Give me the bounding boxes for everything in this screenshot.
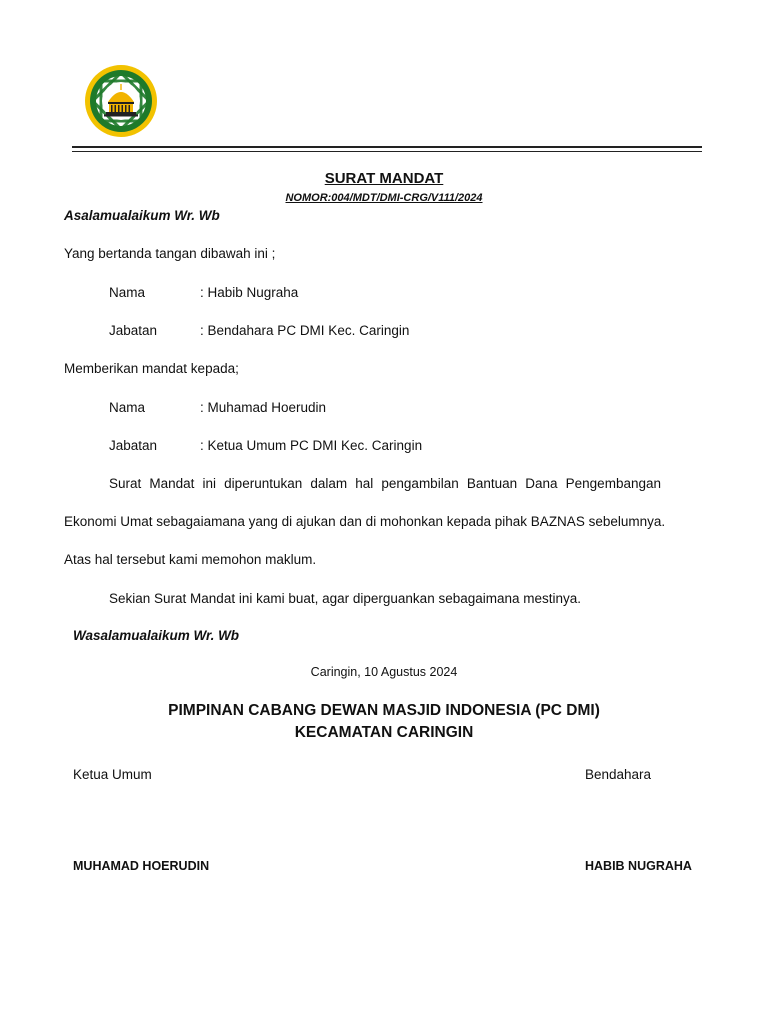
closing-greeting: Wasalamualaikum Wr. Wb [73, 628, 240, 643]
signatory-position-label: Jabatan [109, 323, 158, 338]
purpose-line-1: Surat Mandat ini diperuntukan dalam hal pengambilan Bantuan Dana Pengembangan [109, 476, 661, 491]
recipient-name-label: Nama [109, 400, 146, 415]
intro-text: Yang bertanda tangan dibawah ini ; [64, 246, 276, 261]
organization-name: PIMPINAN CABANG DEWAN MASJID INDONESIA (PC DMI) [168, 702, 600, 719]
place-date: Caringin, 10 Agustus 2024 [310, 665, 458, 679]
left-signer-name: MUHAMAD HOERUDIN [73, 859, 210, 873]
purpose-line-2: Ekonomi Umat sebagaiamana yang di ajukan dan di mohonkan kepada pihak BAZNAS sebelumnya. [64, 514, 666, 529]
signatory-position-value: : Bendahara PC DMI Kec. Caringin [200, 323, 410, 338]
mandate-intro: Memberikan mandat kepada; [64, 361, 239, 376]
letter-title: SURAT MANDAT [324, 170, 444, 187]
opening-greeting: Asalamualaikum Wr. Wb [64, 208, 220, 223]
recipient-position-value: : Ketua Umum PC DMI Kec. Caringin [200, 438, 423, 453]
header-rule-thin [72, 151, 702, 152]
mosque-dome-emblem-icon [84, 64, 158, 138]
signatory-name-value: : Habib Nugraha [200, 285, 299, 300]
left-signer-role: Ketua Umum [73, 767, 152, 782]
right-signer-role: Bendahara [585, 767, 652, 782]
apology-text: Atas hal tersebut kami memohon maklum. [64, 552, 317, 567]
organization-district: KECAMATAN CARINGIN [294, 724, 474, 741]
right-signer-name: HABIB NUGRAHA [585, 859, 692, 873]
recipient-name-value: : Muhamad Hoerudin [200, 400, 327, 415]
signatory-name-label: Nama [109, 285, 146, 300]
recipient-position-label: Jabatan [109, 438, 158, 453]
header-rule-thick [72, 146, 702, 148]
letter-number: NOMOR:004/MDT/DMI-CRG/V111/2024 [285, 192, 483, 204]
closing-sentence: Sekian Surat Mandat ini kami buat, agar diperguankan sebagaimana mestinya. [109, 591, 582, 606]
